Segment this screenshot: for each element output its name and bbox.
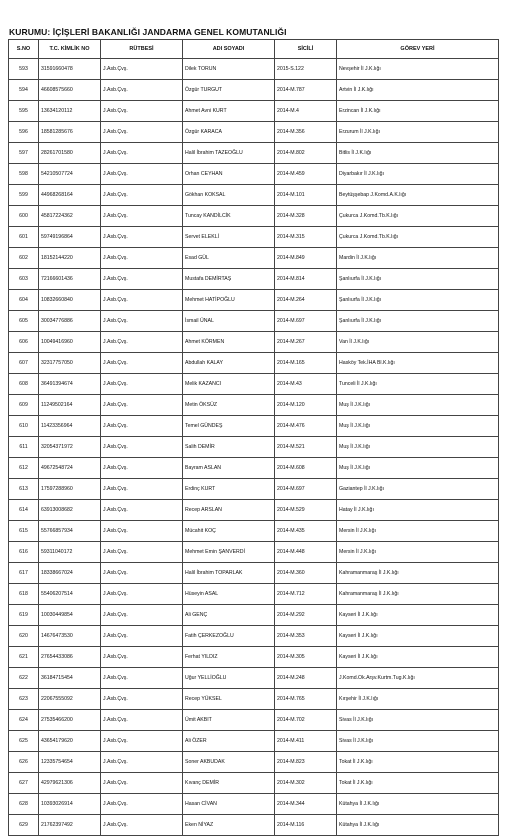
cell-tc: 36184715454 bbox=[39, 668, 101, 689]
cell-sno: 621 bbox=[9, 647, 39, 668]
table-row bbox=[9, 353, 499, 374]
cell-sno: 617 bbox=[9, 563, 39, 584]
cell-tc: 14676473530 bbox=[39, 626, 101, 647]
table-row bbox=[9, 332, 499, 353]
cell-tc: 32054371972 bbox=[39, 437, 101, 458]
table-row bbox=[9, 563, 499, 584]
cell-sicil: 2014-M.823 bbox=[275, 752, 337, 773]
cell-rutbe: J.Asb.Çvş. bbox=[101, 458, 183, 479]
cell-sicil: 2014-M.120 bbox=[275, 395, 337, 416]
cell-rutbe: J.Asb.Çvş. bbox=[101, 248, 183, 269]
cell-tc: 10393026914 bbox=[39, 794, 101, 815]
cell-name: Esad GÜL bbox=[183, 248, 275, 269]
cell-sicil: 2014-M.849 bbox=[275, 248, 337, 269]
cell-name: Mehmet Emin ŞANVERDİ bbox=[183, 542, 275, 563]
cell-gorev: Kütahya İl J.K.lığı bbox=[337, 815, 499, 836]
cell-name: Halil İbrahim TOPARLAK bbox=[183, 563, 275, 584]
cell-sno: 600 bbox=[9, 206, 39, 227]
table-row bbox=[9, 458, 499, 479]
cell-tc: 44968268164 bbox=[39, 185, 101, 206]
cell-name: Recep ARSLAN bbox=[183, 500, 275, 521]
cell-sicil: 2014-M.814 bbox=[275, 269, 337, 290]
cell-tc: 21762397492 bbox=[39, 815, 101, 836]
cell-tc: 31591660478 bbox=[39, 59, 101, 80]
cell-gorev: Muş İl J.K.lığı bbox=[337, 416, 499, 437]
cell-gorev: Muş İl J.K.lığı bbox=[337, 395, 499, 416]
cell-gorev: Kütahya İl J.K.lığı bbox=[337, 794, 499, 815]
cell-rutbe: J.Asb.Çvş. bbox=[101, 437, 183, 458]
cell-name: İsmail ÜNAL bbox=[183, 311, 275, 332]
table-row bbox=[9, 122, 499, 143]
table-row bbox=[9, 542, 499, 563]
cell-sicil: 2014-M.608 bbox=[275, 458, 337, 479]
header-rutbe: RÜTBESİ bbox=[101, 40, 183, 59]
table-row bbox=[9, 731, 499, 752]
cell-name: Erdinç KURT bbox=[183, 479, 275, 500]
cell-sicil: 2014-M.353 bbox=[275, 626, 337, 647]
cell-tc: 18338667024 bbox=[39, 563, 101, 584]
cell-sicil: 2014-M.356 bbox=[275, 122, 337, 143]
cell-tc: 10030449854 bbox=[39, 605, 101, 626]
cell-gorev: Erzurum İl J.K.lığı bbox=[337, 122, 499, 143]
cell-name: Tuncay KANDİLCİK bbox=[183, 206, 275, 227]
cell-gorev: Van İl J.K.lığı bbox=[337, 332, 499, 353]
cell-gorev: Bitlis İl J.K.lığı bbox=[337, 143, 499, 164]
cell-sno: 626 bbox=[9, 752, 39, 773]
cell-gorev: Mersin İl J.K.lığı bbox=[337, 521, 499, 542]
personnel-table bbox=[8, 39, 499, 836]
cell-sno: 623 bbox=[9, 689, 39, 710]
cell-gorev: Kayseri İl J.K.lığı bbox=[337, 647, 499, 668]
cell-gorev: Beytüşşebap J.Komd.A.K.lığı bbox=[337, 185, 499, 206]
cell-name: Özgür KARACA bbox=[183, 122, 275, 143]
cell-sno: 593 bbox=[9, 59, 39, 80]
cell-gorev: Çukurca J.Komd.Tb.K.lığı bbox=[337, 227, 499, 248]
cell-rutbe: J.Asb.Çvş. bbox=[101, 395, 183, 416]
cell-gorev: Sivas İl J.K.lığı bbox=[337, 710, 499, 731]
cell-tc: 36491394674 bbox=[39, 374, 101, 395]
table-row bbox=[9, 794, 499, 815]
table-row bbox=[9, 290, 499, 311]
cell-sno: 598 bbox=[9, 164, 39, 185]
table-row bbox=[9, 185, 499, 206]
header-gorev: GÖREV YERİ bbox=[337, 40, 499, 59]
cell-sno: 615 bbox=[9, 521, 39, 542]
cell-rutbe: J.Asb.Çvş. bbox=[101, 353, 183, 374]
cell-name: Recep YÜKSEL bbox=[183, 689, 275, 710]
cell-rutbe: J.Asb.Çvş. bbox=[101, 59, 183, 80]
cell-rutbe: J.Asb.Çvş. bbox=[101, 605, 183, 626]
table-row bbox=[9, 206, 499, 227]
cell-sno: 597 bbox=[9, 143, 39, 164]
cell-rutbe: J.Asb.Çvş. bbox=[101, 584, 183, 605]
cell-name: Özgür TURGUT bbox=[183, 80, 275, 101]
cell-sicil: 2014-M.292 bbox=[275, 605, 337, 626]
cell-sicil: 2014-M.264 bbox=[275, 290, 337, 311]
table-row bbox=[9, 248, 499, 269]
cell-tc: 63913008682 bbox=[39, 500, 101, 521]
cell-name: Ahmet KÖRMEN bbox=[183, 332, 275, 353]
cell-tc: 27654433086 bbox=[39, 647, 101, 668]
cell-name: Ümit AKBIT bbox=[183, 710, 275, 731]
cell-name: Metin ÖKSÜZ bbox=[183, 395, 275, 416]
cell-sno: 624 bbox=[9, 710, 39, 731]
header-sno: S.NO bbox=[9, 40, 39, 59]
cell-rutbe: J.Asb.Çvş. bbox=[101, 206, 183, 227]
cell-tc: 55406207514 bbox=[39, 584, 101, 605]
cell-sicil: 2014-M.787 bbox=[275, 80, 337, 101]
cell-name: Ali GENÇ bbox=[183, 605, 275, 626]
table-row bbox=[9, 311, 499, 332]
cell-sicil: 2014-M.165 bbox=[275, 353, 337, 374]
cell-rutbe: J.Asb.Çvş. bbox=[101, 626, 183, 647]
cell-tc: 32317757050 bbox=[39, 353, 101, 374]
cell-gorev: Artvin İl J.K.lığı bbox=[337, 80, 499, 101]
cell-tc: 17597288960 bbox=[39, 479, 101, 500]
cell-sno: 620 bbox=[9, 626, 39, 647]
cell-gorev: Hasköy Tek.İHA Bl.K.lığı bbox=[337, 353, 499, 374]
table-row bbox=[9, 689, 499, 710]
cell-sno: 622 bbox=[9, 668, 39, 689]
cell-sicil: 2014-M.305 bbox=[275, 647, 337, 668]
table-row bbox=[9, 626, 499, 647]
table-row bbox=[9, 584, 499, 605]
cell-name: Mustafa DEMİRTAŞ bbox=[183, 269, 275, 290]
cell-gorev: Tunceli İl J.K.lığı bbox=[337, 374, 499, 395]
table-row bbox=[9, 647, 499, 668]
cell-name: Fatih ÇERKEZOĞLU bbox=[183, 626, 275, 647]
cell-rutbe: J.Asb.Çvş. bbox=[101, 269, 183, 290]
cell-sno: 625 bbox=[9, 731, 39, 752]
cell-rutbe: J.Asb.Çvş. bbox=[101, 500, 183, 521]
cell-tc: 27535466200 bbox=[39, 710, 101, 731]
cell-name: Kıvanç DEMİR bbox=[183, 773, 275, 794]
cell-gorev: Mersin İl J.K.lığı bbox=[337, 542, 499, 563]
cell-name: Eken NİYAZ bbox=[183, 815, 275, 836]
cell-sicil: 2014-M.802 bbox=[275, 143, 337, 164]
cell-gorev: Tokat İl J.K.lığı bbox=[337, 773, 499, 794]
cell-sicil: 2014-M.529 bbox=[275, 500, 337, 521]
document-title: KURUMU: İÇİŞLERİ BAKANLIĞI JANDARMA GENEL KOMUTANLIĞI bbox=[9, 27, 287, 37]
cell-name: Bayram ASLAN bbox=[183, 458, 275, 479]
table-row bbox=[9, 269, 499, 290]
cell-name: Gökhan KOKSAL bbox=[183, 185, 275, 206]
cell-sno: 611 bbox=[9, 437, 39, 458]
cell-sicil: 2014-M.697 bbox=[275, 311, 337, 332]
cell-sicil: 2014-M.448 bbox=[275, 542, 337, 563]
cell-name: Temel GÜNDEŞ bbox=[183, 416, 275, 437]
table-row bbox=[9, 773, 499, 794]
cell-tc: 59749196864 bbox=[39, 227, 101, 248]
cell-name: Mücahit KOÇ bbox=[183, 521, 275, 542]
cell-rutbe: J.Asb.Çvş. bbox=[101, 815, 183, 836]
cell-name: Orhan CEYHAN bbox=[183, 164, 275, 185]
cell-tc: 12335754654 bbox=[39, 752, 101, 773]
table-row bbox=[9, 101, 499, 122]
table-row bbox=[9, 80, 499, 101]
cell-rutbe: J.Asb.Çvş. bbox=[101, 689, 183, 710]
cell-name: Servet ELEKLİ bbox=[183, 227, 275, 248]
cell-sicil: 2014-M.315 bbox=[275, 227, 337, 248]
cell-name: Hasan CİVAN bbox=[183, 794, 275, 815]
cell-rutbe: J.Asb.Çvş. bbox=[101, 164, 183, 185]
cell-sno: 607 bbox=[9, 353, 39, 374]
cell-rutbe: J.Asb.Çvş. bbox=[101, 311, 183, 332]
cell-tc: 43654179620 bbox=[39, 731, 101, 752]
cell-sno: 594 bbox=[9, 80, 39, 101]
cell-name: Soner AKBUDAK bbox=[183, 752, 275, 773]
cell-sno: 629 bbox=[9, 815, 39, 836]
cell-gorev: Kahramanmaraş İl J.K.lığı bbox=[337, 584, 499, 605]
cell-gorev: Kahramanmaraş İl J.K.lığı bbox=[337, 563, 499, 584]
cell-sno: 599 bbox=[9, 185, 39, 206]
cell-sno: 595 bbox=[9, 101, 39, 122]
cell-gorev: J.Komd.Ok.Arşv.Kurtm.Tug.K.lığı bbox=[337, 668, 499, 689]
cell-tc: 46608575660 bbox=[39, 80, 101, 101]
cell-sicil: 2014-M.248 bbox=[275, 668, 337, 689]
cell-tc: 10049416960 bbox=[39, 332, 101, 353]
cell-sno: 602 bbox=[9, 248, 39, 269]
table-row bbox=[9, 374, 499, 395]
cell-tc: 13634120112 bbox=[39, 101, 101, 122]
cell-rutbe: J.Asb.Çvş. bbox=[101, 710, 183, 731]
cell-sicil: 2014-M.101 bbox=[275, 185, 337, 206]
cell-sicil: 2014-M.267 bbox=[275, 332, 337, 353]
table-row bbox=[9, 605, 499, 626]
cell-gorev: Muş İl J.K.lığı bbox=[337, 458, 499, 479]
cell-sno: 601 bbox=[9, 227, 39, 248]
cell-gorev: Tokat İl J.K.lığı bbox=[337, 752, 499, 773]
header-tc: T.C. KİMLİK NO bbox=[39, 40, 101, 59]
cell-sicil: 2014-M.435 bbox=[275, 521, 337, 542]
cell-sno: 596 bbox=[9, 122, 39, 143]
cell-sno: 627 bbox=[9, 773, 39, 794]
cell-sno: 619 bbox=[9, 605, 39, 626]
cell-rutbe: J.Asb.Çvş. bbox=[101, 752, 183, 773]
cell-sno: 604 bbox=[9, 290, 39, 311]
cell-tc: 54210507724 bbox=[39, 164, 101, 185]
cell-rutbe: J.Asb.Çvş. bbox=[101, 731, 183, 752]
table-row bbox=[9, 227, 499, 248]
table-row bbox=[9, 815, 499, 836]
cell-sno: 614 bbox=[9, 500, 39, 521]
cell-name: Melik KAZANCI bbox=[183, 374, 275, 395]
table-row bbox=[9, 143, 499, 164]
cell-name: Salih DEMİR bbox=[183, 437, 275, 458]
table-row bbox=[9, 710, 499, 731]
cell-rutbe: J.Asb.Çvş. bbox=[101, 80, 183, 101]
cell-gorev: Erzincan İl J.K.lığı bbox=[337, 101, 499, 122]
cell-rutbe: J.Asb.Çvş. bbox=[101, 122, 183, 143]
cell-tc: 42979621306 bbox=[39, 773, 101, 794]
cell-name: Hüseyin ASAL bbox=[183, 584, 275, 605]
cell-rutbe: J.Asb.Çvş. bbox=[101, 143, 183, 164]
cell-rutbe: J.Asb.Çvş. bbox=[101, 374, 183, 395]
cell-sno: 606 bbox=[9, 332, 39, 353]
table-body bbox=[9, 59, 499, 836]
cell-sno: 628 bbox=[9, 794, 39, 815]
cell-sicil: 2014-M.765 bbox=[275, 689, 337, 710]
cell-rutbe: J.Asb.Çvş. bbox=[101, 101, 183, 122]
cell-rutbe: J.Asb.Çvş. bbox=[101, 332, 183, 353]
header-sicil: SİCİLİ bbox=[275, 40, 337, 59]
cell-gorev: Diyarbakır İl J.K.lığı bbox=[337, 164, 499, 185]
table-row bbox=[9, 668, 499, 689]
cell-name: Mehmet HATİPOĞLU bbox=[183, 290, 275, 311]
cell-sicil: 2014-M.344 bbox=[275, 794, 337, 815]
cell-sicil: 2014-M.459 bbox=[275, 164, 337, 185]
cell-sicil: 2014-M.4 bbox=[275, 101, 337, 122]
table-row bbox=[9, 500, 499, 521]
cell-name: Halil İbrahim TAZEOĞLU bbox=[183, 143, 275, 164]
cell-sicil: 2015-S.122 bbox=[275, 59, 337, 80]
cell-gorev: Kayseri İl J.K.lığı bbox=[337, 626, 499, 647]
cell-name: Uğur YELLİOĞLU bbox=[183, 668, 275, 689]
table-header-row bbox=[9, 40, 499, 59]
cell-sno: 603 bbox=[9, 269, 39, 290]
cell-tc: 59311040172 bbox=[39, 542, 101, 563]
cell-tc: 11423356964 bbox=[39, 416, 101, 437]
header-name: ADI SOYADI bbox=[183, 40, 275, 59]
cell-tc: 22067555092 bbox=[39, 689, 101, 710]
cell-tc: 72166601436 bbox=[39, 269, 101, 290]
cell-tc: 10832660840 bbox=[39, 290, 101, 311]
cell-rutbe: J.Asb.Çvş. bbox=[101, 773, 183, 794]
cell-rutbe: J.Asb.Çvş. bbox=[101, 185, 183, 206]
table-row bbox=[9, 395, 499, 416]
cell-sno: 616 bbox=[9, 542, 39, 563]
cell-gorev: Şanlıurfa İl J.K.lığı bbox=[337, 290, 499, 311]
cell-gorev: Çukurca J.Komd.Tb.K.lığı bbox=[337, 206, 499, 227]
cell-sno: 608 bbox=[9, 374, 39, 395]
cell-sicil: 2014-M.702 bbox=[275, 710, 337, 731]
cell-gorev: Kırşehir İl J.K.lığı bbox=[337, 689, 499, 710]
cell-tc: 49672548724 bbox=[39, 458, 101, 479]
table-row bbox=[9, 59, 499, 80]
cell-rutbe: J.Asb.Çvş. bbox=[101, 647, 183, 668]
cell-sicil: 2014-M.360 bbox=[275, 563, 337, 584]
cell-gorev: Sivas İl J.K.lığı bbox=[337, 731, 499, 752]
cell-gorev: Mardin İl J.K.lığı bbox=[337, 248, 499, 269]
table-row bbox=[9, 479, 499, 500]
cell-sicil: 2014-M.697 bbox=[275, 479, 337, 500]
cell-tc: 45817224362 bbox=[39, 206, 101, 227]
cell-sicil: 2014-M.43 bbox=[275, 374, 337, 395]
cell-gorev: Hatay İl J.K.lığı bbox=[337, 500, 499, 521]
table-row bbox=[9, 752, 499, 773]
table-row bbox=[9, 437, 499, 458]
table-row bbox=[9, 416, 499, 437]
cell-gorev: Muş İl J.K.lığı bbox=[337, 437, 499, 458]
cell-tc: 30034776886 bbox=[39, 311, 101, 332]
cell-rutbe: J.Asb.Çvş. bbox=[101, 227, 183, 248]
cell-tc: 18581285676 bbox=[39, 122, 101, 143]
cell-sicil: 2014-M.411 bbox=[275, 731, 337, 752]
cell-sno: 610 bbox=[9, 416, 39, 437]
cell-name: Dilek TORUN bbox=[183, 59, 275, 80]
cell-tc: 55766857934 bbox=[39, 521, 101, 542]
cell-sno: 605 bbox=[9, 311, 39, 332]
cell-name: Ahmet Avni KURT bbox=[183, 101, 275, 122]
cell-sno: 609 bbox=[9, 395, 39, 416]
cell-sicil: 2014-M.328 bbox=[275, 206, 337, 227]
table-row bbox=[9, 521, 499, 542]
cell-sicil: 2014-M.116 bbox=[275, 815, 337, 836]
cell-gorev: Şanlıurfa İl J.K.lığı bbox=[337, 269, 499, 290]
cell-tc: 18152144220 bbox=[39, 248, 101, 269]
cell-sicil: 2014-M.476 bbox=[275, 416, 337, 437]
cell-tc: 28261701580 bbox=[39, 143, 101, 164]
cell-rutbe: J.Asb.Çvş. bbox=[101, 416, 183, 437]
cell-sicil: 2014-M.302 bbox=[275, 773, 337, 794]
table-row bbox=[9, 164, 499, 185]
cell-rutbe: J.Asb.Çvş. bbox=[101, 479, 183, 500]
cell-sno: 618 bbox=[9, 584, 39, 605]
cell-rutbe: J.Asb.Çvş. bbox=[101, 542, 183, 563]
cell-name: Abdullah KALAY bbox=[183, 353, 275, 374]
cell-rutbe: J.Asb.Çvş. bbox=[101, 668, 183, 689]
cell-name: Ferhat YILDIZ bbox=[183, 647, 275, 668]
cell-rutbe: J.Asb.Çvş. bbox=[101, 794, 183, 815]
cell-tc: 11249502164 bbox=[39, 395, 101, 416]
cell-gorev: Kayseri İl J.K.lığı bbox=[337, 605, 499, 626]
cell-sicil: 2014-M.521 bbox=[275, 437, 337, 458]
cell-sicil: 2014-M.712 bbox=[275, 584, 337, 605]
cell-rutbe: J.Asb.Çvş. bbox=[101, 563, 183, 584]
cell-name: Ali ÖZER bbox=[183, 731, 275, 752]
cell-sno: 613 bbox=[9, 479, 39, 500]
cell-rutbe: J.Asb.Çvş. bbox=[101, 521, 183, 542]
cell-rutbe: J.Asb.Çvş. bbox=[101, 290, 183, 311]
cell-gorev: Gaziantep İl J.K.lığı bbox=[337, 479, 499, 500]
cell-sno: 612 bbox=[9, 458, 39, 479]
cell-gorev: Nevşehir İl J.K.lığı bbox=[337, 59, 499, 80]
cell-gorev: Şanlıurfa İl J.K.lığı bbox=[337, 311, 499, 332]
